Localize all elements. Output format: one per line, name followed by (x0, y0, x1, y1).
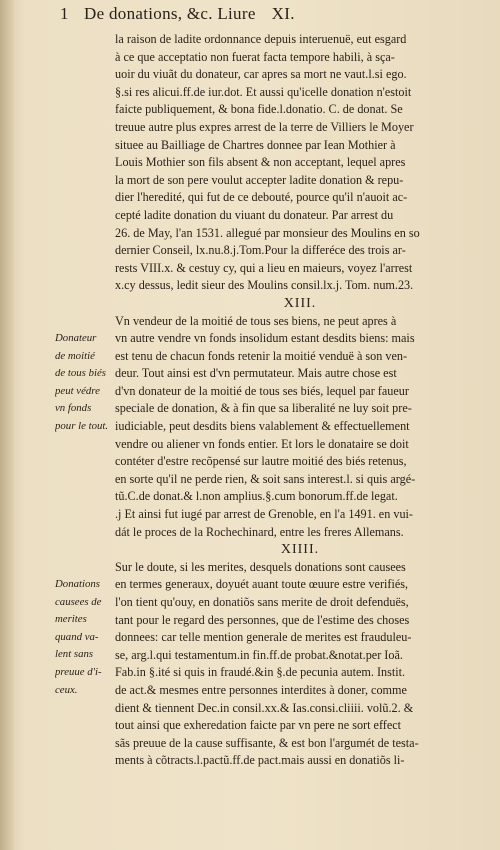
text-line: contéter d'estre recõpensé sur lautre moitié des biés retenus, (115, 454, 407, 469)
text-line: Louis Mothier son fils absent & non acceptant, lequel apres (115, 155, 406, 170)
paragraph-xii-end (115, 31, 485, 295)
text-line: dernier Conseil, lx.nu.8.j.Tom.Pour la differéce des trois ar- (115, 243, 406, 258)
text-line: dier l'heredité, qui fut de ce debouté, pource qu'il n'auoit ac- (115, 190, 408, 205)
running-header (60, 4, 500, 24)
text-line: de act.& mesmes entre personnes interdites à doner, comme (115, 682, 407, 697)
margin-note-line: Donations (55, 578, 100, 590)
text-line: uoir du viuãt du donateur, car apres sa mort ne vaut.l.si ego. (115, 67, 407, 82)
text-line: en sorte qu'il ne perde rien, & soit sans interest.l. si quis argé- (115, 471, 416, 486)
text-line: rests VIII.x. & cestuy cy, qui a lieu en maieurs, voyez l'arrest (115, 260, 413, 275)
margin-note-line: pour le tout. (55, 419, 109, 432)
text-line: .j Et ainsi fut iugé par arrest de Grenoble, en l'a 1491. en vui- (115, 507, 413, 522)
text-line: se, arg.l.qui testamentum.in fin.ff.de probat.&notat.per Ioã. (115, 647, 403, 662)
margin-note-line: lent sans (55, 648, 94, 661)
text-line: donnees: car telle mention generale de merites est frauduleu- (115, 630, 412, 645)
text-line: dient & tiennent Dec.in consil.xx.& Ias.consi.cliiii. volũ.2. & (115, 700, 414, 715)
header-book: XI. (271, 4, 295, 23)
margin-note-line: causees de (55, 595, 102, 608)
margin-note-line: Donateur (55, 332, 97, 344)
text-line: x.cy dessus, ledit sieur des Moulins consil.lx.j. Tom. num.23. (115, 278, 414, 293)
text-line: treuue autre plus expres arrest de la terre de Villiers le Moyer (115, 119, 414, 134)
margin-note-line: vn fonds (55, 402, 92, 415)
text-line: est tenu de chacun fonds retenir la moitié venduë à son ven- (115, 348, 408, 363)
text-line: dát le proces de la Rochechinard, entre les freres Allemans. (115, 524, 404, 539)
paragraph-xiiii (115, 559, 485, 770)
text-line: la raison de ladite ordonnance depuis interuenuë, eut esgard (115, 32, 407, 46)
text-line: faicte publiquement, & bona fide.l.donatio. C. de donat. Se (115, 102, 403, 117)
text-line: situee au Bailliage de Chartres donnee par Iean Mothier à (115, 137, 396, 152)
text-line: sãs preuue de la cause suffisante, & est bon l'argumét de testa- (115, 735, 419, 750)
margin-note-line: de moitié (55, 349, 95, 362)
text-line: tout ainsi que exheredation faicte par vn pere ne sort effect (115, 718, 402, 733)
text-line: l'on tient qu'ouy, en donatiõs sans merite de droit defenduës, (115, 595, 409, 609)
text-line: §.si res alicui.ff.de iur.dot. Et aussi qu'icelle donation n'estoit (115, 84, 412, 99)
text-line: Vn vendeur de la moitié de tous ses biens, ne peut apres à (115, 313, 397, 328)
margin-note-line: de tous biés (55, 367, 106, 380)
text-line: Fab.in §.ité si quis in fraudé.&in §.de pecunia autem. Instit. (115, 665, 406, 680)
text-line: à ce que acceptatio non fuerat facta tempore habili, à sça- (115, 49, 395, 64)
margin-note-line: quand va- (55, 630, 99, 643)
text-line: iudiciable, peut desdits biens valablement & effectuellement (115, 419, 410, 434)
text-line: ments à cõtracts.l.pactũ.ff.de pact.mais aussi en donatiõs li- (115, 753, 405, 768)
text-line: cepté ladite donation du viuant du donateur. Par arrest du (115, 207, 394, 222)
text-line: speciale de donation, & à fin que sa liberalité ne luy soit pre- (115, 401, 412, 416)
margin-note-donateur (55, 330, 117, 436)
section-heading-xiii: XIII. (283, 295, 317, 311)
page-gutter (0, 0, 14, 850)
text-line: Sur le doute, si les merites, desquels donations sont causees (115, 559, 406, 574)
text-line: la mort de son pere voulut accepter ladite donation & repu- (115, 172, 404, 187)
margin-note-donations (55, 576, 117, 699)
page-number: 1 (60, 4, 69, 23)
text-line: tant pour le regard des personnes, que de l'estime des choses (115, 612, 410, 627)
text-line: d'vn donateur de la moitié de tous ses biés, lequel par faueur (115, 383, 409, 398)
margin-note-line: ceux. (55, 683, 78, 696)
text-line: vn autre vendre vn fonds insolidum estant desdits biens: mais (115, 331, 415, 346)
margin-note-line: merites (55, 613, 87, 626)
text-line: tũ.C.de donat.& l.non amplius.§.cum bonorum.ff.de legat. (115, 489, 398, 504)
text-line: vendre ou aliener vn fonds entier. Et lors le donataire se doit (115, 436, 409, 451)
margin-note-line: peut védre (55, 384, 100, 397)
main-text (115, 31, 485, 770)
section-heading-xiiii: XIIII. (280, 542, 320, 558)
margin-note-line: preuue d'i- (55, 665, 102, 678)
paragraph-xiii (115, 313, 485, 542)
header-title: De donations, &c. Liure (84, 4, 256, 23)
text-line: en termes generaux, doyuét auant toute œuure estre verifiés, (115, 577, 409, 592)
text-line: deur. Tout ainsi est d'vn permutateur. Mais autre chose est (115, 366, 397, 381)
text-line: 26. de May, l'an 1531. allegué par monsieur des Moulins en so (115, 225, 420, 240)
